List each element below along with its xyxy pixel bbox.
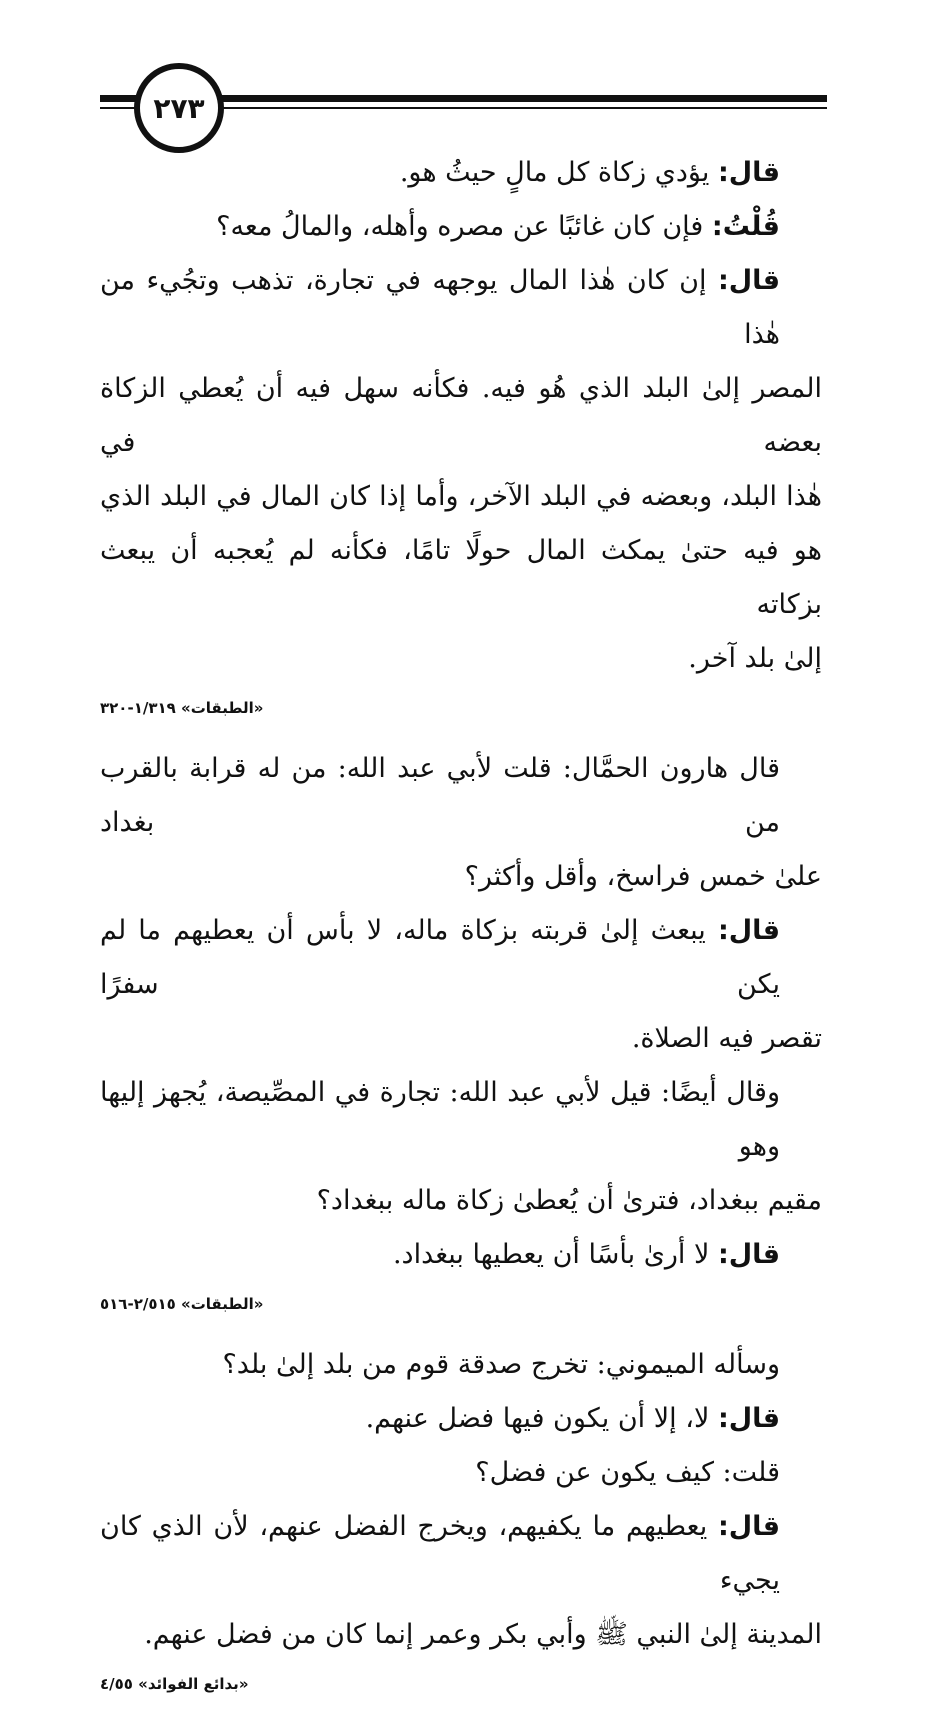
speaker-label: قال: [717, 1239, 780, 1270]
line-text: تقصر فيه الصلاة. [631, 1023, 822, 1054]
line-text: قلت: كيف يكون عن فضل؟ [475, 1457, 780, 1488]
line-text: يبعث إلىٰ قربته بزكاة ماله، لا بأس أن يعطيهم ما لم يكن سفرًا [100, 915, 780, 1000]
line-text: وسأله الميموني: تخرج صدقة قوم من بلد إلىٰ بلد؟ [222, 1349, 780, 1380]
spacer [100, 1706, 822, 1718]
speaker-label: قال: [717, 1403, 780, 1434]
line-text: فإن كان غائبًا عن مصره وأهله، والمالُ معه؟ [216, 211, 704, 242]
line-text: يعطيهم ما يكفيهم، ويخرج الفضل عنهم، لأن الذي كان يجيء [100, 1511, 780, 1596]
text-line [100, 1066, 822, 1174]
answer-line [100, 1500, 822, 1608]
page-body [100, 146, 822, 1718]
line-text: إلىٰ بلد آخر. [688, 643, 822, 674]
answer-line [100, 470, 822, 524]
spacer [100, 1326, 822, 1338]
answer-line [100, 1392, 822, 1446]
speaker-label: قال: [717, 157, 780, 188]
page-header [0, 0, 937, 150]
line-text: يؤدي زكاة كل مالٍ حيثُ هو. [399, 157, 710, 188]
speaker-label: قُلْتُ: [711, 211, 780, 242]
line-text: مقيم ببغداد، فترىٰ أن يُعطىٰ زكاة ماله ببغداد؟ [316, 1185, 822, 1216]
source-citation: «بدائع الفوائد» ٤/٥٥ [100, 1675, 249, 1693]
line-text: إن كان هٰذا المال يوجهه في تجارة، تذهب وتجُيء من هٰذا [100, 265, 780, 350]
line-text: هٰذا البلد، وبعضه في البلد الآخر، وأما إذا كان المال في البلد الذي [100, 481, 822, 512]
speaker-label: قال: [717, 915, 780, 946]
answer-line [100, 200, 822, 254]
line-text: المصر إلىٰ البلد الذي هُو فيه. فكأنه سهل فيه أن يُعطي الزكاة بعضه في [100, 373, 822, 458]
speaker-label: قال: [717, 1511, 780, 1542]
text-line [100, 850, 822, 904]
answer-line [100, 362, 822, 470]
answer-line [100, 1608, 822, 1662]
line-text: علىٰ خمس فراسخ، وأقل وأكثر؟ [464, 861, 822, 892]
answer-line [100, 904, 822, 1012]
answer-line [100, 146, 822, 200]
text-line [100, 742, 822, 850]
line-text: المدينة إلىٰ النبي ﷺ وأبي بكر وعمر إنما كان من فضل عنهم. [144, 1619, 822, 1650]
text-line [100, 1174, 822, 1228]
source-citation: «الطبقات» ٢/٥١٥-٥١٦ [100, 1295, 264, 1313]
line-text: قال هارون الحمَّال: قلت لأبي عبد الله: من له قرابة بالقرب من بغداد [100, 753, 780, 838]
text-line [100, 1446, 822, 1500]
answer-line [100, 254, 822, 362]
answer-line [100, 632, 822, 686]
speaker-label: قال: [717, 265, 780, 296]
line-text: لا، إلا أن يكون فيها فضل عنهم. [365, 1403, 710, 1434]
answer-line [100, 1012, 822, 1066]
answer-line [100, 1228, 822, 1282]
text-line [100, 1338, 822, 1392]
line-text: لا أرىٰ بأسًا أن يعطيها ببغداد. [392, 1239, 710, 1270]
spacer [100, 730, 822, 742]
line-text: وقال أيضًا: قيل لأبي عبد الله: تجارة في المصِّيصة، يُجهز إليها وهو [100, 1077, 780, 1162]
header-rule-thin-right [205, 107, 827, 109]
page-number: ٢٧٣ [134, 63, 224, 153]
header-rule-thick-right [205, 95, 827, 102]
line-text: هو فيه حتىٰ يمكث المال حولًا تامًا، فكأنه لم يُعجبه أن يبعث بزكاته [100, 535, 822, 620]
source-citation: «الطبقات» ١/٣١٩-٣٢٠ [100, 699, 264, 717]
answer-line [100, 524, 822, 632]
